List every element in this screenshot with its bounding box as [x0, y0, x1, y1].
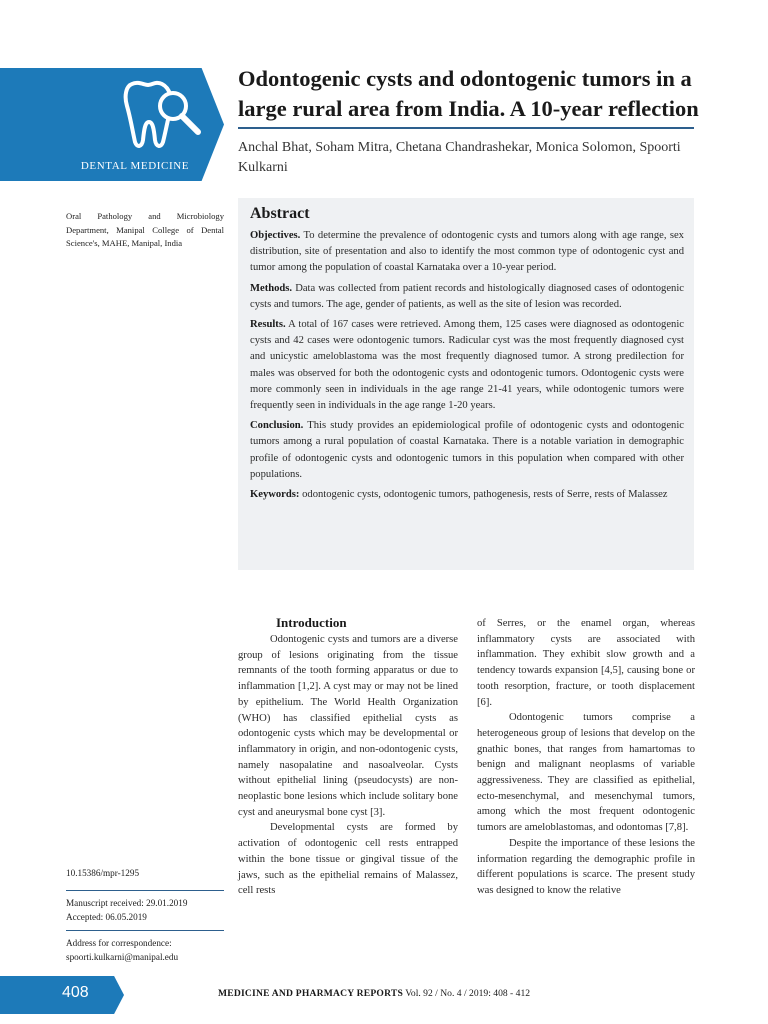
abstract-heading: Abstract — [250, 205, 310, 222]
page-number: 408 — [62, 984, 89, 1001]
meta-divider — [66, 890, 224, 891]
abstract-keywords — [250, 487, 684, 503]
correspondence — [66, 936, 178, 964]
objectives-label: Objectives. — [250, 230, 301, 241]
body-column-right — [477, 616, 695, 899]
tooth-magnifier-icon — [118, 72, 208, 152]
paragraph: Despite the importance of these lesions the information regarding the demographic profile in different populations is scarce. The present study was designed to know the relative — [477, 837, 695, 896]
body-column-left — [238, 632, 458, 899]
abstract-conclusion — [250, 418, 684, 483]
affiliation: Oral Pathology and Microbiology Department, Manipal College of Dental Science's, MAHE, Manipal, India — [66, 211, 224, 248]
introduction-heading: Introduction — [276, 615, 347, 630]
manuscript-dates — [66, 896, 187, 924]
author-list: Anchal Bhat, Soham Mitra, Chetana Chandrashekar, Monica Solomon, Spoorti Kulkarni — [238, 140, 681, 175]
paragraph: Odontogenic tumors comprise a heterogeneous group of lesions that develop on the gnathic bones, that ranges from hamartomas to benign and malignant neoplasms of variable aggressiveness. They are classified as epithelial, ecto-mesenchymal, and mesenchymal tumors, among which the most frequent odontogenic tumors are ameloblastomas, and odontomas [7,8]. — [477, 712, 695, 834]
doi[interactable]: 10.15386/mpr-1295 — [66, 868, 140, 878]
accepted-date: Accepted: 06.05.2019 — [66, 912, 147, 922]
paragraph: Odontogenic cysts and tumors are a diverse group of lesions originating from the tissue remnants of the tooth forming apparatus or due to inflammation [1,2]. A cyst may or may not be lined by epithelium. The World Health Organization (WHO) has classified epithelial cysts as odontogenic cysts which may be developmental or inflammatory in origin, and non-odontogenic cysts, namely nasopalatine and nasoalveolar. Cysts without epithelial lining (pseudocysts) are non-neoplastic bone lesions which include solitary bone cyst and aneurysmal bone cyst [3]. — [238, 634, 458, 818]
keywords-label: Keywords: — [250, 489, 300, 501]
title-divider — [238, 127, 694, 129]
results-text: A total of 167 cases were retrieved. Among them, 125 cases were diagnosed as odontogenic cysts and 42 cases were odontogenic tumors. Radicular cyst was the most frequently diagnosed cyst and unicystic ameloblastoma was the most frequently diagnosed tumor. A strong predilection for males was observed for both the odontogenic cysts and odontogenic tumors. Odontogenic cysts were more commonly seen in individuals in the age range 21-41 years, while odontogenic tumors were frequently seen in individuals in the age range 1-20 years. — [250, 319, 684, 412]
section-label: DENTAL MEDICINE — [80, 160, 190, 172]
abstract-results — [250, 317, 684, 414]
conclusion-text: This study provides an epidemiological profile of odontogenic cysts and odontogenic tumors among a rural population of coastal Karnataka. There is a notable variation in demographic profile of odontogenic cysts and odontogenic tumors in this population when compared with other populations. — [250, 420, 684, 480]
abstract-body — [250, 228, 684, 507]
journal-issue: Vol. 92 / No. 4 / 2019: 408 - 412 — [405, 988, 531, 999]
received-date: Manuscript received: 29.01.2019 — [66, 898, 188, 908]
keywords-text: odontogenic cysts, odontogenic tumors, pathogenesis, rests of Serre, rests of Malassez — [302, 489, 668, 501]
footer-journal — [218, 988, 530, 999]
abstract-objectives — [250, 228, 684, 277]
paragraph: Developmental cysts are formed by activation of odontogenic cell rests entrapped within the bone tissue or gingival tissue of the jaws, such as the epithelial remains of Malassez, cell rests — [238, 822, 458, 897]
correspondence-label: Address for correspondence: — [66, 938, 172, 948]
methods-label: Methods. — [250, 282, 293, 294]
objectives-text: To determine the prevalence of odontogenic cysts and tumors along with age range, sex distribution, site of presentation and also to identify the most common type of odontogenic cyst and tumor among the population of coastal Karnataka over a 10-year period. — [250, 230, 684, 274]
meta-divider — [66, 930, 224, 931]
journal-name: MEDICINE AND PHARMACY REPORTS — [218, 988, 403, 999]
conclusion-label: Conclusion. — [250, 420, 304, 432]
article-title: Odontogenic cysts and odontogenic tumors in a large rural area from India. A 10-year reflection — [238, 66, 699, 121]
methods-text: Data was collected from patient records and histologically diagnosed cases of odontogenic cysts and tumors. The age, gender of patients, as well as the site of lesion was recorded. — [250, 282, 684, 310]
paragraph: of Serres, or the enamel organ, whereas inflammatory cysts are associated with inflammation. They exhibit slow growth and a tendency towards expansion [4,5], causing bone or tooth resorption, fracture, or tooth displacement [6]. — [477, 618, 695, 708]
abstract-methods — [250, 281, 684, 313]
results-label: Results. — [250, 319, 286, 331]
correspondence-email[interactable]: spoorti.kulkarni@manipal.edu — [66, 952, 179, 962]
